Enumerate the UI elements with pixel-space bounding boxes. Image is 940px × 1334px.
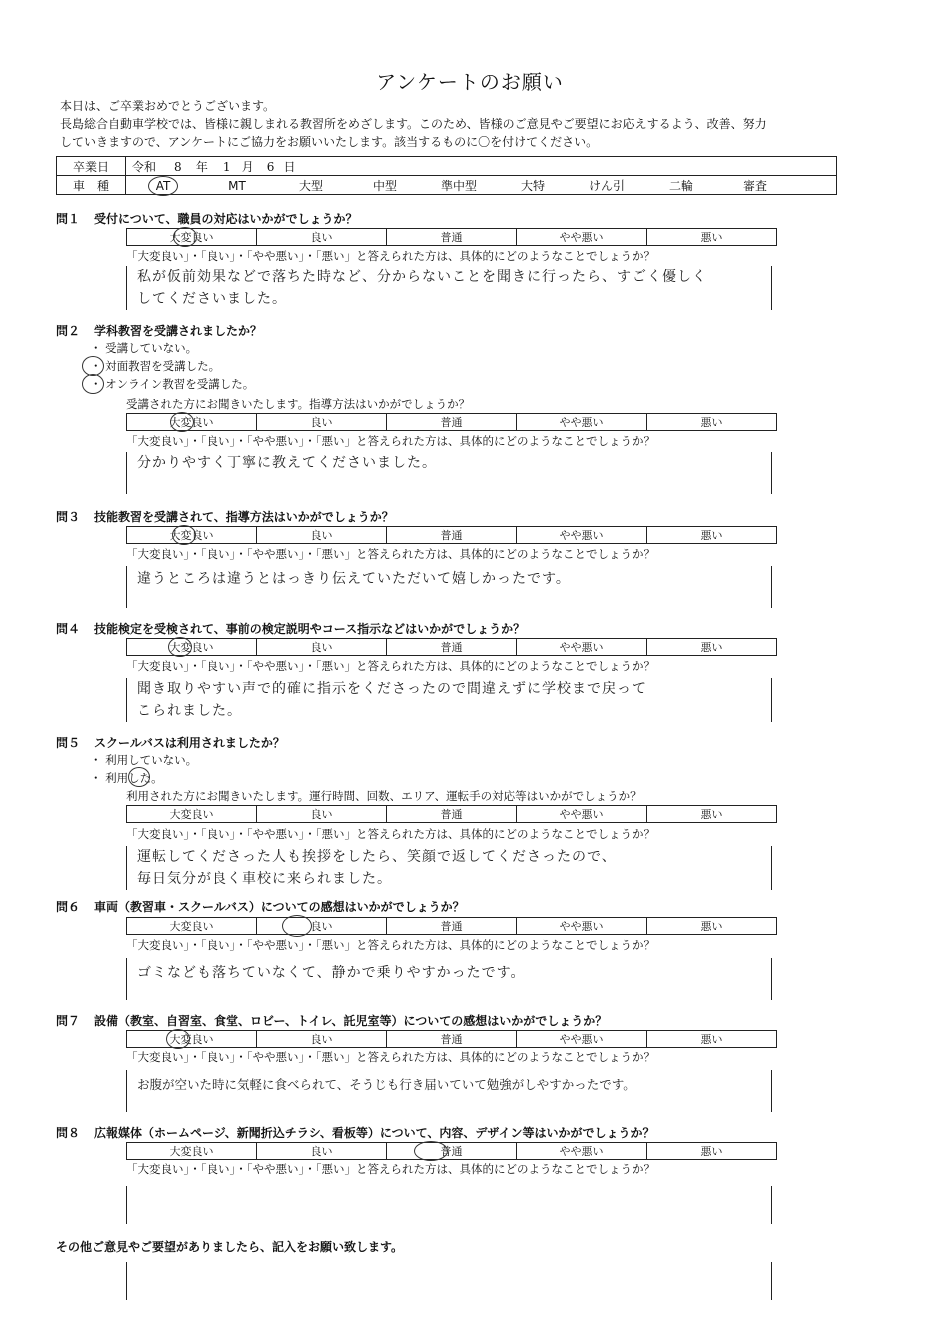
q5-option-1-label: 利用していない。 (105, 753, 198, 767)
q3-answer-box[interactable] (126, 566, 772, 608)
vehicle-medium[interactable]: 中型 (372, 178, 397, 193)
q3-circle-mark (172, 525, 196, 545)
q6-ask: 「大変良い」・「良い」・「やや悪い」・「悪い」と答えられた方は、具体的にどのようなことでしょうか？ (126, 938, 655, 952)
q2-circle-mark-3 (170, 412, 194, 432)
q8-answer-box[interactable] (126, 1186, 772, 1224)
q3-ask: 「大変良い」・「良い」・「やや悪い」・「悪い」と答えられた方は、具体的にどのようなことでしょうか？ (126, 547, 655, 561)
q8-ask: 「大変良い」・「良い」・「やや悪い」・「悪い」と答えられた方は、具体的にどのようなことでしょうか？ (126, 1162, 655, 1176)
q4-circle-mark (168, 637, 192, 657)
q4-opt-good[interactable]: 良い (257, 639, 387, 656)
vehicle-tow[interactable]: けん引 (588, 178, 625, 193)
q4-scale (126, 638, 777, 656)
q8-scale (126, 1142, 777, 1160)
q1-answer-line-1: 私が仮前効果などで落ちた時など、分からないことを聞きに行ったら、すごく優しく (137, 269, 707, 285)
q6-opt-very-good[interactable]: 大変良い (127, 918, 257, 935)
q2-title (56, 322, 262, 339)
q7-opt-good[interactable]: 良い (257, 1031, 387, 1048)
q5-answer-line-1: 運転してくださった人も挨拶をしたら、笑顔で返してくださったので、 (137, 849, 617, 865)
q3-opt-normal[interactable]: 普通 (387, 527, 517, 544)
vehicle-row (57, 176, 837, 195)
q7-scale (126, 1030, 777, 1048)
q1-ask: 「大変良い」・「良い」・「やや悪い」・「悪い」と答えられた方は、具体的にどのようなことでしょうか？ (126, 249, 655, 263)
month-unit: 月 (241, 159, 254, 174)
q2-opt-bad[interactable]: 悪い (647, 414, 777, 431)
q7-opt-bad[interactable]: 悪い (647, 1031, 777, 1048)
q5-option-1[interactable]: ・ 利用していない。 (90, 753, 198, 767)
q7-opt-normal[interactable]: 普通 (387, 1031, 517, 1048)
q5-circle-mark-1 (128, 767, 150, 787)
intro-line-2: 長島総合自動車学校では、皆様に親しまれる教習所をめざします。このため、皆様のご意見やご要望にお応えするよう、改善、努力 (60, 117, 767, 131)
q6-scale (126, 917, 777, 935)
era: 令和 (132, 159, 157, 174)
q3-opt-good[interactable]: 良い (257, 527, 387, 544)
q2-ask: 「大変良い」・「良い」・「やや悪い」・「悪い」と答えられた方は、具体的にどのようなことでしょうか？ (126, 434, 655, 448)
q2-opt-normal[interactable]: 普通 (387, 414, 517, 431)
vehicle-large[interactable]: 大型 (298, 178, 323, 193)
other-answer-box[interactable] (126, 1262, 772, 1300)
q4-text: 技能検定を受検されて、事前の検定説明やコース指示などはいかがでしょうか？ (94, 622, 526, 636)
q2-option-2[interactable]: ・ 対面教習を受講した。 (90, 359, 221, 373)
q4-opt-somewhat-bad[interactable]: やや悪い (517, 639, 647, 656)
q4-ask: 「大変良い」・「良い」・「やや悪い」・「悪い」と答えられた方は、具体的にどのようなことでしょうか？ (126, 659, 655, 673)
q1-opt-somewhat-bad[interactable]: やや悪い (517, 229, 647, 246)
q5-num: 問５ (56, 736, 81, 750)
q7-opt-very-good[interactable]: 大変良い (127, 1031, 257, 1048)
q2-option-2-label: 対面教習を受講した。 (105, 359, 221, 373)
vehicle-exam[interactable]: 審査 (742, 178, 767, 193)
page-title: アンケートのお願い (376, 70, 564, 94)
q2-opt-very-good[interactable]: 大変良い (127, 414, 257, 431)
q5-opt-good[interactable]: 良い (257, 806, 387, 823)
meta-table (56, 156, 837, 195)
q8-opt-very-good[interactable]: 大変良い (127, 1143, 257, 1160)
q2-option-3[interactable]: ・ オンライン教習を受講した。 (90, 377, 255, 391)
intro-line-1: 本日は、ご卒業おめでとうございます。 (60, 99, 276, 113)
q7-answer-box[interactable] (126, 1070, 772, 1112)
q2-option-1[interactable]: ・ 受講していない。 (90, 341, 198, 355)
vehicle-label: 車 種 (57, 176, 126, 195)
year-value: 8 (174, 159, 182, 174)
q1-answer-line-2: してくださいました。 (137, 291, 287, 307)
q6-opt-good[interactable]: 良い (257, 918, 387, 935)
q2-opt-somewhat-bad[interactable]: やや悪い (517, 414, 647, 431)
q1-opt-good[interactable]: 良い (257, 229, 387, 246)
q8-opt-bad[interactable]: 悪い (647, 1143, 777, 1160)
q8-opt-normal[interactable]: 普通 (387, 1143, 517, 1160)
q5-opt-very-good[interactable]: 大変良い (127, 806, 257, 823)
selected-circle-mark (148, 176, 178, 196)
q4-opt-normal[interactable]: 普通 (387, 639, 517, 656)
q5-opt-somewhat-bad[interactable]: やや悪い (517, 806, 647, 823)
day-value: 6 (266, 159, 275, 174)
q2-circle-mark-2 (82, 374, 104, 394)
q2-num: 問２ (56, 324, 81, 338)
q8-text: 広報媒体（ホームページ、新聞折込チラシ、看板等）について、内容、デザイン等はいかがでしょうか？ (94, 1126, 655, 1140)
graduation-date[interactable] (126, 157, 837, 176)
q3-opt-bad[interactable]: 悪い (647, 527, 777, 544)
q7-num: 問７ (56, 1014, 81, 1028)
q3-scale (126, 526, 777, 544)
q6-num: 問６ (56, 900, 81, 914)
q5-text: スクールバスは利用されましたか？ (94, 736, 285, 750)
q1-opt-bad[interactable]: 悪い (647, 229, 777, 246)
q2-circle-mark-1 (82, 356, 104, 376)
q6-title (56, 898, 465, 915)
q1-answer-box[interactable] (126, 266, 772, 310)
q1-opt-very-good[interactable]: 大変良い (127, 229, 257, 246)
q5-sub: 利用された方にお聞きいたします。運行時間、回数、エリア、運転手の対応等はいかがでしょうか？ (126, 789, 642, 803)
year-unit: 年 (195, 159, 208, 174)
q7-title (56, 1012, 607, 1029)
q5-title (56, 734, 285, 751)
q4-opt-bad[interactable]: 悪い (647, 639, 777, 656)
q1-circle-mark (173, 227, 197, 247)
q6-opt-bad[interactable]: 悪い (647, 918, 777, 935)
q2-sub: 受講された方にお聞きいたします。指導方法はいかがでしょうか？ (126, 397, 471, 411)
q6-answer-line-1: ゴミなども落ちていなくて、静かで乗りやすかったです。 (137, 965, 526, 981)
q1-num: 問１ (56, 212, 81, 226)
q4-answer-line-1: 聞き取りやすい声で的確に指示をくださったので間違えずに学校まで戻って (137, 681, 647, 697)
q8-title (56, 1124, 655, 1141)
q8-num: 問８ (56, 1126, 81, 1140)
vehicle-motorcycle[interactable]: 二輪 (668, 178, 693, 193)
q4-opt-very-good[interactable]: 大変良い (127, 639, 257, 656)
q2-opt-good[interactable]: 良い (257, 414, 387, 431)
vehicle-special[interactable]: 大特 (520, 178, 545, 193)
q4-num: 問４ (56, 622, 81, 636)
q5-option-2-label: 利用した。 (105, 771, 163, 785)
intro-line-3: していきますので、アンケートにご協力をお願いいたします。該当するものに〇を付けてください。 (60, 135, 599, 149)
q3-opt-very-good[interactable]: 大変良い (127, 527, 257, 544)
q3-answer-line-1: 違うところは違うとはっきり伝えていただいて嬉しかったです。 (137, 571, 571, 587)
q5-answer-box[interactable] (126, 846, 772, 890)
q8-opt-somewhat-bad[interactable]: やや悪い (517, 1143, 647, 1160)
q3-title (56, 508, 394, 525)
q1-text: 受付について、職員の対応はいかがでしょうか？ (94, 212, 358, 226)
q2-scale (126, 413, 777, 431)
vehicle-at-label: AT (155, 178, 171, 193)
q6-answer-box[interactable] (126, 958, 772, 1000)
q2-answer-box[interactable] (126, 452, 772, 494)
q6-opt-somewhat-bad[interactable]: やや悪い (517, 918, 647, 935)
q5-option-2[interactable]: ・ 利用した。 (90, 771, 163, 785)
vehicle-at[interactable] (126, 179, 200, 193)
q5-opt-normal[interactable]: 普通 (387, 806, 517, 823)
vehicle-mt[interactable]: MT (228, 178, 246, 193)
q2-text: 学科教習を受講されましたか？ (94, 324, 263, 338)
q2-option-1-label: 受講していない。 (105, 341, 198, 355)
vehicle-semi-medium[interactable]: 準中型 (440, 178, 477, 193)
q5-scale (126, 805, 777, 823)
graduation-label: 卒業日 (57, 157, 126, 176)
q7-text: 設備（教室、自習室、食堂、ロビー、トイレ、託児室等）についての感想はいかがでしょうか？ (94, 1014, 608, 1028)
q7-opt-somewhat-bad[interactable]: やや悪い (517, 1031, 647, 1048)
q5-ask: 「大変良い」・「良い」・「やや悪い」・「悪い」と答えられた方は、具体的にどのようなことでしょうか？ (126, 827, 655, 841)
q8-opt-good[interactable]: 良い (257, 1143, 387, 1160)
q5-opt-bad[interactable]: 悪い (647, 806, 777, 823)
q7-circle-mark (166, 1029, 190, 1049)
q3-text: 技能教習を受講されて、指導方法はいかがでしょうか？ (94, 510, 394, 524)
q3-num: 問３ (56, 510, 81, 524)
q7-ask: 「大変良い」・「良い」・「やや悪い」・「悪い」と答えられた方は、具体的にどのようなことでしょうか？ (126, 1050, 655, 1064)
q2-answer-line-1: 分かりやすく丁寧に教えてくださいました。 (137, 455, 437, 471)
q1-scale (126, 228, 777, 246)
q2-option-3-label: オンライン教習を受講した。 (105, 377, 255, 391)
q5-answer-line-2: 毎日気分が良く車校に来られました。 (137, 871, 392, 887)
q1-opt-normal[interactable]: 普通 (387, 229, 517, 246)
q4-answer-line-2: こられました。 (137, 703, 242, 719)
graduation-row (57, 157, 837, 176)
q8-circle-mark (414, 1141, 448, 1161)
vehicle-types[interactable] (126, 176, 837, 195)
q7-answer-line-1: お腹が空いた時に気軽に食べられて、そうじも行き届いていて勉強がしやすかったです。 (137, 1077, 636, 1092)
q6-circle-mark (282, 915, 312, 937)
q6-opt-normal[interactable]: 普通 (387, 918, 517, 935)
month-value: 1 (222, 159, 231, 174)
q4-title (56, 620, 525, 637)
q4-answer-box[interactable] (126, 678, 772, 722)
day-unit: 日 (283, 159, 296, 174)
q3-opt-somewhat-bad[interactable]: やや悪い (517, 527, 647, 544)
q6-text: 車両（教習車・スクールバス）についての感想はいかがでしょうか？ (94, 900, 465, 914)
q1-title (56, 210, 358, 227)
other-title: その他ご意見やご要望がありましたら、記入をお願い致します。 (56, 1240, 404, 1254)
